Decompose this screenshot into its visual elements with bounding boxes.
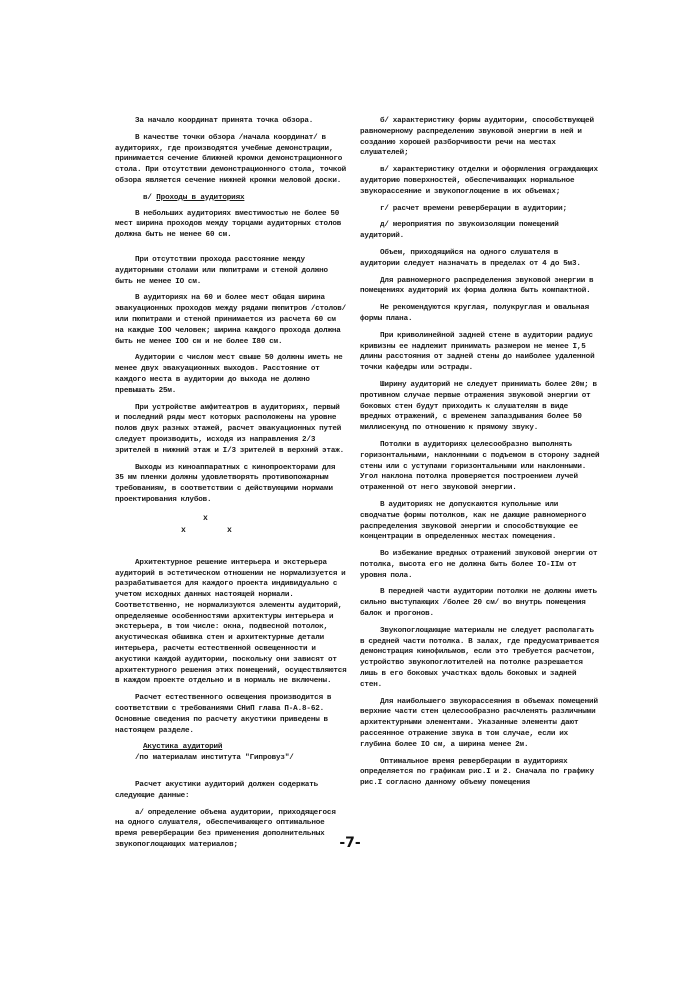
paragraph: Выходы из киноаппаратных с кинопроекторами для 35 мм пленки должны удовлетворять противопожарным требованиям, в соответствии с действующими нормами проектирования клубов. — [115, 463, 336, 504]
paragraph: б/ характеристику формы аудитории, способствующей равномерному распределению звуковой энергии в ней и созданию хорошей разборчивости речи на местах слушателей; — [360, 117, 594, 158]
heading-title: Проходы в аудиториях — [156, 193, 245, 202]
paragraph: Во избежание вредных отражений звуковой энергии от потолка, высота его не должна быть более IO-IIм от уровня пола. — [360, 550, 598, 580]
heading-prefix: в/ — [143, 193, 152, 202]
paragraph: Звукопоглощающие материалы не следует располагать в средней части потолка. В залах, где предусматривается демонстрация кинофильмов, если это требуется расчетом, устройство звукопоглотителей на потолке разрешается лишь в его боковых участках вдоль боковых и задней стен. — [360, 626, 599, 689]
subsection-heading — [115, 193, 347, 204]
paragraph: При криволинейной задней стене в аудитории радиус кривизны ее надлежит принимать размером не менее I,5 длины расстояния от задней стены до наиболее удаленной точки кафедры или эстрады. — [360, 331, 595, 373]
paragraph: В аудиториях не допускаются купольные или сводчатые формы потолков, как не дающие равномерного распределения звуковой энергии и способствующие ее концентрации в определенных местах помещения. — [360, 500, 587, 542]
paragraph: Аудитории с числом мест свыше 50 должны иметь не менее двух эвакуационных выходов. Расстояние от каждого места в аудитории до выхода не должно превышать 25м. — [115, 354, 343, 395]
right-column — [360, 116, 600, 795]
paragraph: Для равномерного распределения звуковой энергии в помещениях аудиторий их форма должна быть компактной. — [360, 276, 594, 296]
paragraph: Расчет акустики аудиторий должен содержать следующие данные: — [115, 781, 319, 800]
section-heading — [115, 742, 347, 753]
paragraph: В небольших аудиториях вместимостью не более 50 мест ширина проходов между торцами аудиторных столов должна быть не менее 60 см. — [115, 209, 342, 240]
page-number: -7- — [339, 835, 361, 851]
paragraph: д/ мероприятия по звукоизоляции помещений аудиторий. — [360, 221, 559, 241]
section-separator — [115, 514, 347, 548]
paragraph: а/ определение объема аудитории, приходящегося на одного слушателя, обеспечивающего оптимальное время реверберации без применения дополнительных звукопоглощающих материалов; — [115, 808, 336, 850]
separator-mark: x — [181, 525, 186, 535]
paragraph: В качестве точки обзора /начала координат/ в аудиториях, где производятся учебные демонстрации, принимается сечение ближней кромки демонстрационного стола. При отсутствии демонстрационного стола, точкой обзора является сечение нижней кромки меловой доски. — [115, 133, 347, 185]
left-column — [115, 116, 347, 857]
paragraph: Архитектурное решение интерьера и экстерьера аудиторий в эстетическом отношении не нормализуется и разрабатывается для каждого проекта индивидуально с учетом исходных данных настоящей нормали. Соответственно, не нормализуются элементы аудиторий, определяемые особенностями архитектуры интерьера и экстерьера, в том числе: окна, подвесной потолок, акустическая обшивка стен и архитектурные детали интерьера, расчеты естественной освещенности и акустики каждой аудитории, поскольку они зависят от архитектурного решения этих помещений, осуществляются в каждом проекте отдельно и в нормаль не включены. — [115, 558, 347, 686]
paragraph: При устройстве амфитеатров в аудиториях, первый и последний ряды мест которых расположены на уровне полов двух разных этажей, расчет эвакуационных путей следует производить, исходя из направления 2/3 зрителей в нижний этаж и I/3 зрителей в верхний этаж. — [115, 403, 345, 455]
section-title: Акустика аудиторий — [143, 743, 223, 752]
paragraph: Объем, приходящийся на одного слушателя в аудитории следует назначать в пределах от 4 до 5м3. — [360, 248, 581, 268]
paragraph: В передней части аудитории потолки не должны иметь сильно выступающих /более 20 см/ во внутрь помещения балок и прогонов. — [360, 588, 597, 619]
section-subtitle: /по материалам института "Гипровуз"/ — [135, 754, 294, 763]
paragraph: Ширину аудиторий не следует принимать более 20м; в противном случае первые отражения звуковой энергии от боковых стен будут приходить к слушателям в виде вредных отражений, с временем запаздывания более 50 миллисекунд по отношению к прямому звуку. — [360, 380, 597, 433]
paragraph: в/ характеристику отделки и оформления ограждающих аудиторию поверхностей, обеспечивающих нормальное звукорассеяние и звукопоглощение в их объемах; — [360, 166, 598, 196]
paragraph: Расчет естественного освещения производится в соответствии с требованиями СНиП глава П-А.8-62. Основные сведения по расчету акустики приведены в настоящем разделе. — [115, 694, 332, 735]
paragraph: г/ расчет времени реверберации в аудитории; — [380, 204, 568, 213]
paragraph: При отсутствии прохода расстояние между аудиторными столами или пюпитрами и стеной должно быть не менее IO см. — [115, 255, 328, 286]
paragraph: Не рекомендуются круглая, полукруглая и овальная формы плана. — [360, 304, 590, 323]
separator-mark: x — [203, 513, 208, 523]
paragraph: Для наибольшего звукорассеяния в объемах помещений верхние части стен целесообразно расчленять различными архитектурными элементами. Указанные элементы дают рассеянное отражение звука в том случае, если их глубина более IO см, а ширина менее 2м. — [360, 697, 598, 749]
paragraph: За начало координат принята точка обзора. — [135, 117, 314, 125]
separator-mark: x — [227, 525, 232, 535]
paragraph: В аудиториях на 60 и более мест общая ширина эвакуационных проходов между рядами пюпитров /столов/ или пюпитрами и стеной принимается из расчета 60 см на каждые IOO человек; ширина каждого прохода должна быть не менее IOO см и не более I80 см. — [115, 294, 347, 346]
paragraph: Потолки в аудиториях целесообразно выполнять горизонтальными, наклонными с подъемом в сторону задней стены или с уступами горизонтальными или наклонными. Угол наклона потолка проверяется построением лучей отраженной от него звуковой энергии. — [360, 440, 600, 493]
paragraph: Оптимальное время реверберации в аудиториях определяется по графикам рис.I и 2. Сначала по графику рис.I согласно данному объему помещения — [360, 757, 594, 788]
